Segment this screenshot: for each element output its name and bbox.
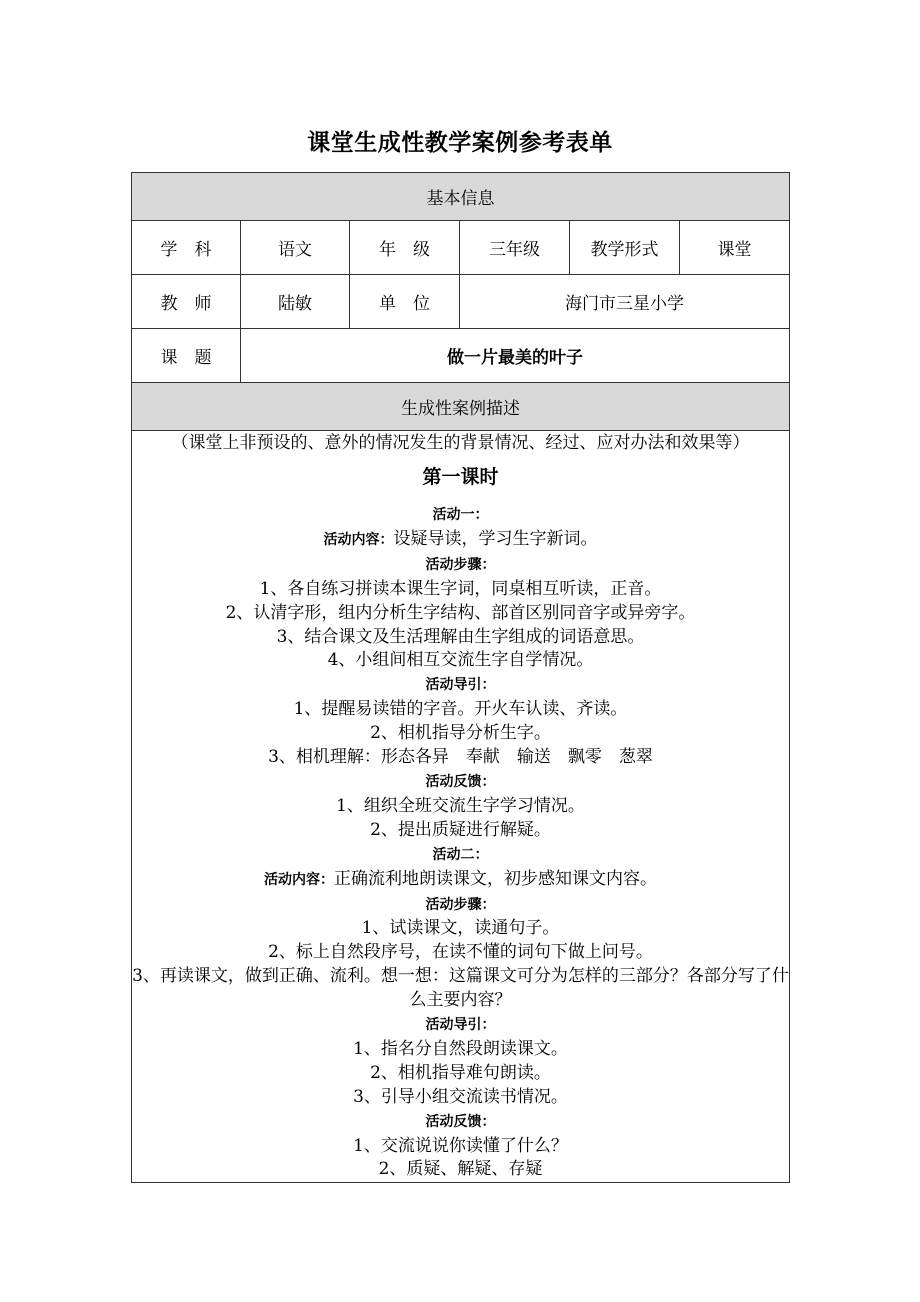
activity1-feedback-label: 活动反馈：: [425, 773, 496, 790]
case-header: 生成性案例描述: [132, 383, 790, 431]
subject-row: [132, 221, 790, 275]
basic-info-header: 基本信息: [132, 173, 790, 221]
activity1-step: 1、各自练习拼读本课生字词，同桌相互听读，正音。: [259, 578, 662, 599]
teacher-row: [132, 275, 790, 329]
activity1-guide-label: 活动导引：: [425, 677, 496, 694]
case-header-row: [132, 383, 790, 431]
activity1-content-line: [132, 528, 789, 553]
case-form-table: [131, 172, 790, 1183]
activity2-step: 1、试读课文，读通句子。: [361, 918, 560, 939]
teacher-label: 教 师: [132, 275, 241, 329]
activity2-feedback-item: 2、质疑、解疑、存疑: [378, 1159, 543, 1180]
activity2-content-line: [132, 868, 789, 893]
subject-label: 学 科: [132, 221, 241, 275]
activity1-guide-item: 1、提醒易读错的字音。开火车认读、齐读。: [293, 699, 628, 720]
activity1-guide-item: 2、相机指导分析生字。: [370, 723, 551, 744]
activity2-step: 3、再读课文，做到正确、流利。想一想：这篇课文可分为怎样的三部分？各部分写了什么主要内容？: [132, 966, 789, 1011]
activity1-feedback-item: 1、组织全班交流生字学习情况。: [336, 795, 585, 816]
unit-label: 单 位: [350, 275, 460, 329]
activity1-content-label: 活动内容：: [323, 531, 394, 548]
lesson-title: 第一课时: [422, 466, 499, 488]
topic-value: 做一片最美的叶子: [241, 329, 790, 383]
activity1-name-line: [132, 503, 789, 528]
activity2-feedback-label: 活动反馈：: [425, 1113, 496, 1130]
teacher-value: 陆敏: [241, 275, 350, 329]
activity2-step: 2、标上自然段序号，在读不懂的词句下做上问号。: [268, 942, 653, 963]
activity2-guide-item: 3、引导小组交流读书情况。: [353, 1086, 568, 1107]
activity1-step: 2、认清字形，组内分析生字结构、部首区别同音字或异旁字。: [225, 602, 696, 623]
activity1-steps-label-line: [132, 553, 789, 578]
activity2-guide-item: 1、指名分自然段朗读课文。: [353, 1038, 568, 1059]
activity1-step: 4、小组间相互交流生字自学情况。: [327, 650, 594, 671]
activity1-feedback-item: 2、提出质疑进行解疑。: [370, 819, 551, 840]
activity2-steps-label: 活动步骤：: [425, 896, 496, 913]
subject-value: 语文: [241, 221, 350, 275]
activity2-feedback-label-line: [132, 1110, 789, 1135]
activity2-name-line: [132, 843, 789, 868]
form-label: 教学形式: [570, 221, 680, 275]
form-value: 课堂: [680, 221, 790, 275]
page-title: 课堂生成性教学案例参考表单: [307, 130, 613, 156]
activity2-guide-label-line: [132, 1013, 789, 1038]
basic-info-header-row: [132, 173, 790, 221]
activity1-guide-label-line: [132, 673, 789, 698]
unit-value: 海门市三星小学: [460, 275, 790, 329]
activity2-content-label: 活动内容：: [264, 871, 334, 888]
activity1-feedback-label-line: [132, 770, 789, 795]
case-description: [132, 431, 790, 1183]
topic-row: [132, 329, 790, 383]
activity1-guide-item: 3、相机理解：形态各异 奉献 输送 飘零 葱翠: [268, 747, 653, 768]
activity1-content: 设疑导读，学习生字新词。: [393, 528, 598, 549]
activity2-guide-label: 活动导引：: [425, 1017, 496, 1034]
activity2-steps-label-line: [132, 893, 789, 918]
activity1-name: 活动一：: [432, 507, 489, 523]
grade-value: 三年级: [460, 221, 570, 275]
topic-label: 课 题: [132, 329, 241, 383]
activity2-guide-item: 2、相机指导难句朗读。: [370, 1062, 551, 1083]
case-note: （课堂上非预设的、意外的情况发生的背景情况、经过、应对办法和效果等）: [171, 433, 750, 453]
activity1-steps-label: 活动步骤：: [425, 556, 496, 573]
activity2-feedback-item: 1、交流说说你读懂了什么？: [353, 1135, 568, 1156]
case-body-row: [132, 431, 790, 1183]
grade-label: 年 级: [350, 221, 460, 275]
activity1-step: 3、结合课文及生活理解由生字组成的词语意思。: [276, 626, 645, 647]
activity2-name: 活动二：: [432, 846, 489, 863]
activity2-content: 正确流利地朗读课文，初步感知课文内容。: [334, 868, 657, 889]
